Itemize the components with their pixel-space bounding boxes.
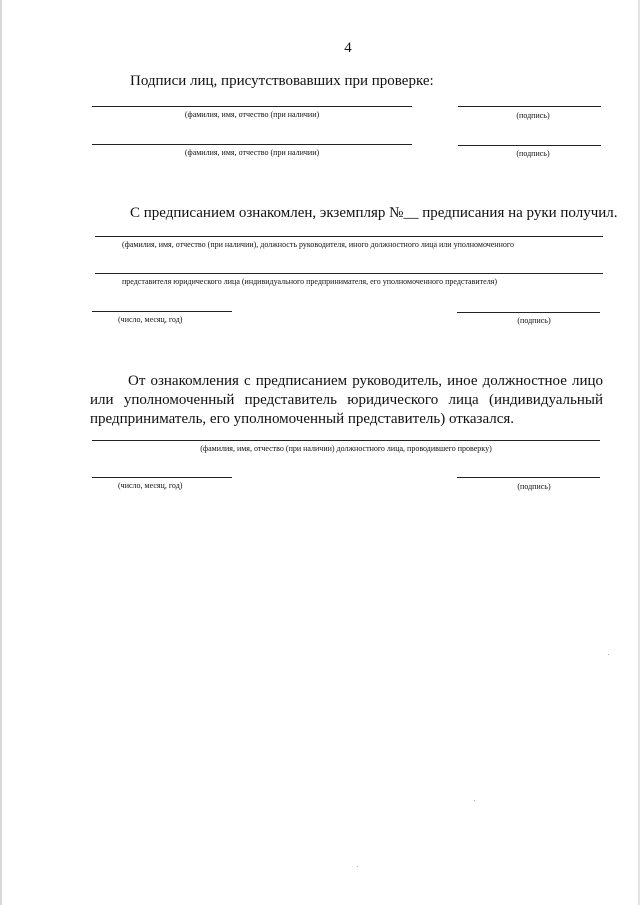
signature-name-line-1 [92, 106, 412, 107]
acknowledgement-sign-caption: (подпись) [517, 316, 551, 325]
signature-sign-caption-1: (подпись) [516, 111, 550, 120]
signature-name-line-2 [92, 144, 412, 145]
acknowledgement-caption-2: представителя юридического лица (индивидуального предпринимателя, его уполномоченного представителя) [122, 277, 498, 286]
acknowledgement-name-line [95, 236, 603, 237]
refusal-paragraph [90, 372, 603, 429]
acknowledgement-date-line [92, 311, 232, 312]
refusal-date-caption: (число, месяц, год) [118, 481, 183, 490]
acknowledgement-heading: С предписанием ознакомлен, экземпляр №__ предписания на руки получил. [130, 205, 618, 221]
refusal-line-3: предприниматель, его уполномоченный представитель) отказался. [90, 411, 515, 427]
refusal-line-1: От ознакомления с предписанием руководитель, иное должностное лицо [128, 373, 603, 389]
page-number: 4 [344, 40, 352, 56]
signature-sign-line-1 [458, 106, 601, 107]
signature-name-caption-1: (фамилия, имя, отчество (при наличии) [184, 110, 320, 119]
refusal-sign-line [457, 477, 600, 478]
acknowledgement-representative-line [95, 273, 603, 274]
signature-sign-caption-2: (подпись) [516, 149, 550, 158]
signature-sign-line-2 [458, 145, 601, 146]
acknowledgement-caption-1: (фамилия, имя, отчество (при наличии), должность руководителя, иного должностного лица или уполномоченного [122, 240, 514, 249]
official-name-line [92, 440, 600, 441]
official-caption: (фамилия, имя, отчество (при наличии) должностного лица, проводившего проверку) [200, 444, 492, 453]
scan-speck [474, 800, 475, 801]
scan-edge-left [0, 0, 2, 905]
acknowledgement-sign-line [457, 312, 600, 313]
scan-speck [608, 654, 609, 655]
signatures-heading: Подписи лиц, присутствовавших при проверке: [130, 73, 434, 89]
scan-speck [357, 866, 358, 867]
signature-name-caption-2: (фамилия, имя, отчество (при наличии) [184, 148, 320, 157]
refusal-line-2: или уполномоченный представитель юридического лица (индивидуальный [90, 392, 603, 408]
refusal-sign-caption: (подпись) [517, 482, 551, 491]
acknowledgement-date-caption: (число, месяц, год) [118, 315, 183, 324]
refusal-date-line [92, 477, 232, 478]
